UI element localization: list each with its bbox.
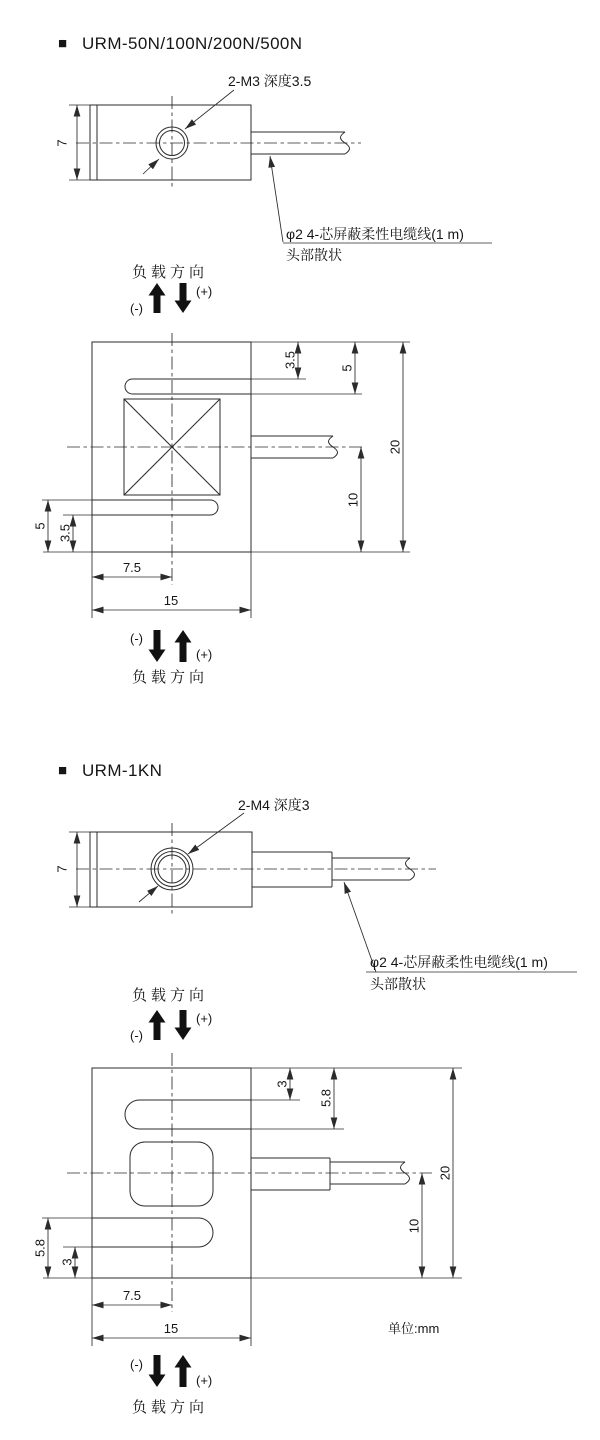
cable-spec-label: φ2 4-芯屏蔽柔性电缆线(1 m): [286, 226, 464, 242]
lower-slot: [92, 1218, 213, 1247]
dim-cable-center: 10: [345, 492, 361, 508]
upper-slot: [125, 379, 251, 394]
dim-slot-depth-left: 5.8: [32, 1238, 48, 1258]
section-title: [58, 761, 162, 780]
plus-label: (+): [196, 1011, 213, 1026]
section-urm-1kn: [33, 761, 578, 1416]
down-arrow-icon: [175, 283, 192, 313]
dim-height: 20: [437, 1165, 453, 1181]
load-direction-label: 负载方向: [131, 1399, 209, 1416]
dim-width: 15: [163, 593, 179, 608]
plus-label: (+): [196, 647, 213, 662]
cable-spec-label: φ2 4-芯屏蔽柔性电缆线(1 m): [370, 954, 548, 970]
plus-label: (+): [196, 284, 213, 299]
dim-slot-offset-right: 3.5: [282, 350, 298, 370]
load-direction-label: 负载方向: [131, 669, 209, 686]
dim-thickness: 7: [54, 865, 70, 873]
cable-annotation: [344, 882, 577, 992]
unit-note: 单位:mm: [388, 1321, 440, 1336]
dim-thickness: 7: [54, 139, 70, 147]
dim-height: 20: [387, 439, 403, 455]
dim-slot-offset-left: 3: [59, 1258, 75, 1266]
dim-width: 15: [163, 1321, 179, 1336]
up-arrow-icon: [175, 1355, 192, 1387]
cable-tip-label: 头部散状: [370, 976, 426, 992]
section-title: [58, 34, 302, 53]
tap-callout: 2-M4 深度3: [238, 797, 310, 813]
lower-slot: [92, 500, 218, 515]
up-arrow-icon: [175, 630, 192, 662]
minus-label: (-): [130, 1357, 143, 1372]
dim-slot-depth-left: 5: [32, 522, 48, 530]
dim-center-offset: 7.5: [122, 1288, 142, 1303]
section-title-text: URM-1KN: [82, 761, 163, 780]
minus-label: (-): [130, 1028, 143, 1043]
section-title-text: URM-50N/100N/200N/500N: [82, 34, 303, 53]
section-urm-50n: [33, 34, 493, 686]
down-arrow-icon: [149, 630, 166, 662]
upper-slot: [125, 1100, 251, 1129]
front-view: [33, 1053, 463, 1346]
up-arrow-icon: [149, 283, 166, 313]
cable-annotation: [270, 156, 492, 263]
dim-slot-depth-right: 5.8: [318, 1088, 334, 1108]
cable-tip-label: 头部散状: [286, 247, 342, 263]
dim-slot-offset-right: 3: [274, 1080, 290, 1088]
tap-callout: 2-M3 深度3.5: [228, 73, 312, 89]
gauge-area: [130, 1142, 213, 1206]
load-direction-top: [130, 986, 212, 1043]
down-arrow-icon: [149, 1355, 166, 1387]
load-direction-label: 负载方向: [131, 264, 209, 281]
front-view: [33, 333, 411, 618]
dim-cable-center: 10: [406, 1218, 422, 1234]
side-view: [55, 73, 362, 189]
section-marker-icon: ■: [58, 35, 68, 52]
load-direction-bottom: [130, 1355, 212, 1416]
side-view: [55, 797, 437, 916]
minus-label: (-): [130, 301, 143, 316]
dim-center-offset: 7.5: [122, 560, 142, 575]
down-arrow-icon: [175, 1010, 192, 1040]
minus-label: (-): [130, 631, 143, 646]
dim-slot-depth-right: 5: [339, 364, 355, 372]
up-arrow-icon: [149, 1010, 166, 1040]
load-direction-label: 负载方向: [131, 987, 209, 1004]
dim-slot-offset-left: 3.5: [57, 523, 73, 543]
load-direction-top: [130, 263, 212, 316]
load-direction-bottom: [130, 630, 212, 686]
section-marker-icon: ■: [58, 762, 68, 779]
plus-label: (+): [196, 1373, 213, 1388]
